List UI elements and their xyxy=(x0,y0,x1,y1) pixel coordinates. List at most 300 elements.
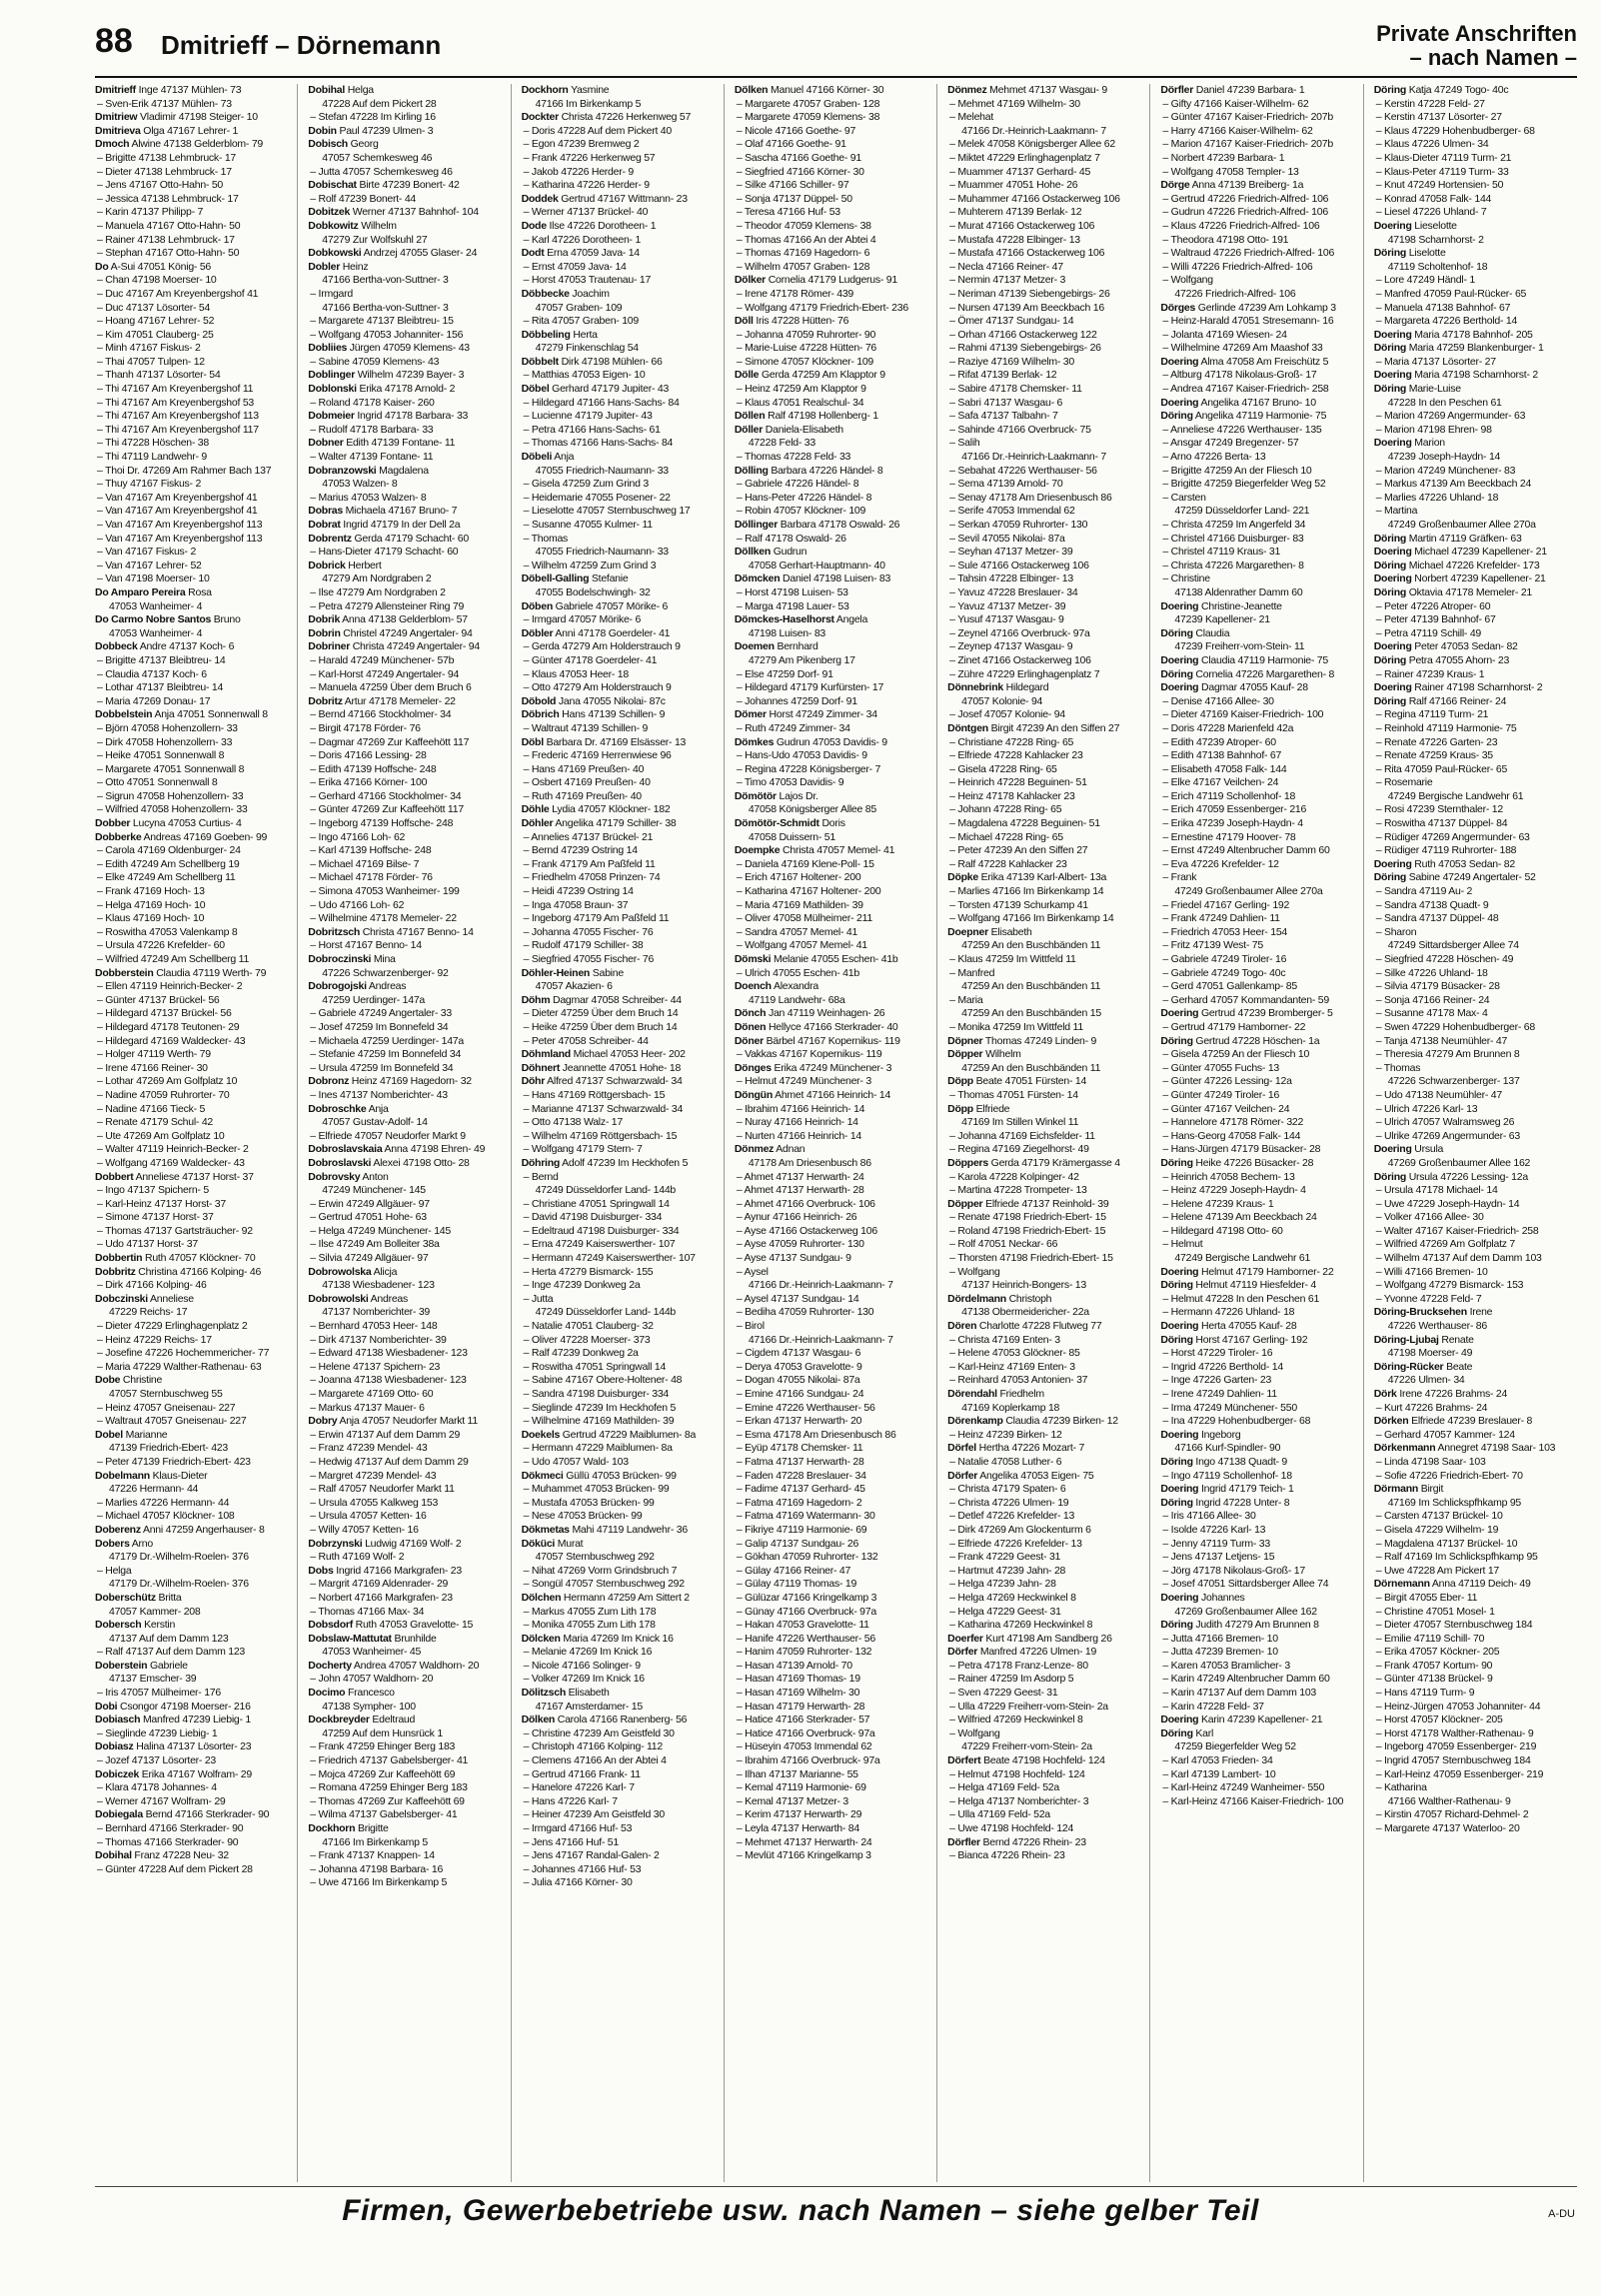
directory-entry xyxy=(308,926,506,940)
directory-entry xyxy=(522,1184,720,1198)
entry-details: Michael 47226 Krefelder- 173 xyxy=(1408,559,1540,572)
entry-surname: Döring xyxy=(1160,1496,1193,1509)
directory-entry xyxy=(947,640,1145,654)
directory-entry xyxy=(735,560,932,574)
directory-entry xyxy=(735,627,932,641)
directory-entry xyxy=(1160,1374,1358,1388)
entry-details: – Volker 47166 Allee- 30 xyxy=(1375,1211,1484,1224)
directory-entry xyxy=(308,1606,506,1620)
entry-details: Liselotte xyxy=(1408,247,1446,260)
directory-entry xyxy=(735,1633,932,1647)
entry-details: – Christa 47179 Spaten- 6 xyxy=(949,1483,1066,1496)
entry-details: Alexei 47198 Otto- 28 xyxy=(373,1156,470,1169)
entry-details: – Hildegard 47179 Kurfürsten- 17 xyxy=(736,681,884,694)
directory-entry xyxy=(522,1198,720,1212)
entry-details: – Galip 47137 Sundgau- 26 xyxy=(736,1537,859,1550)
entry-details: – Horst 47053 Trautenau- 17 xyxy=(523,274,652,287)
directory-entry xyxy=(947,505,1145,519)
entry-details: – Johann 47228 Ring- 65 xyxy=(949,803,1062,816)
entry-details: – Julia 47166 Körner- 30 xyxy=(523,1876,633,1889)
entry-details: – Ilse 47279 Am Nordgraben 2 xyxy=(310,585,446,598)
entry-details: – Gerhard 47057 Kammer- 124 xyxy=(1375,1428,1515,1441)
directory-entry xyxy=(1374,885,1573,899)
directory-entry xyxy=(1374,1143,1573,1157)
entry-details: 47053 Wanheimer- 4 xyxy=(109,626,203,639)
directory-entry xyxy=(308,1143,506,1157)
directory-entry xyxy=(735,899,932,913)
entry-details: – Leyla 47137 Herwarth- 84 xyxy=(736,1822,859,1834)
entry-details: Claudia 47119 Werth- 79 xyxy=(156,966,267,979)
directory-entry xyxy=(1374,1116,1573,1130)
entry-details: 47137 Heinrich-Bongers- 13 xyxy=(961,1279,1086,1292)
entry-details: – Christa 47226 Ulmen- 19 xyxy=(949,1496,1069,1509)
entry-surname: Doering xyxy=(1160,1483,1199,1496)
entry-surname: Dörnemann xyxy=(1373,1578,1430,1591)
entry-surname: Doberenz xyxy=(95,1523,141,1536)
directory-entry xyxy=(1374,1238,1573,1252)
directory-entry xyxy=(1374,302,1573,316)
directory-entry xyxy=(1160,247,1358,261)
directory-entry xyxy=(308,138,506,152)
entry-details: – Christine 47051 Mosel- 1 xyxy=(1375,1605,1495,1618)
directory-entry xyxy=(735,1836,932,1850)
entry-details: – Rainer 47259 Im Asdorp 5 xyxy=(949,1673,1074,1686)
entry-details: – Helene 47239 Kraus- 1 xyxy=(1162,1197,1274,1210)
entry-details: – Van 47167 Lehrer- 52 xyxy=(97,559,202,572)
directory-entry xyxy=(308,437,506,451)
entry-details: – Van 47167 Am Kreyenbergshof 113 xyxy=(97,532,263,545)
directory-entry xyxy=(1160,1361,1358,1375)
entry-details: – Elfriede 47226 Krefelder- 13 xyxy=(949,1537,1082,1550)
entry-details: Gerda 47179 Krämergasse 4 xyxy=(990,1156,1120,1169)
directory-entry xyxy=(95,1293,293,1307)
directory-entry xyxy=(947,1646,1145,1660)
entry-details: 47119 Scholtenhof- 18 xyxy=(1387,260,1488,273)
directory-entry xyxy=(735,1198,932,1212)
entry-details: – Norbert 47239 Barbara- 1 xyxy=(1162,151,1285,164)
entry-details: – Christine 47239 Am Geistfeld 30 xyxy=(523,1726,675,1739)
entry-details: – Gisela 47228 Ring- 65 xyxy=(949,762,1057,775)
directory-entry xyxy=(1160,492,1358,506)
entry-details: 47057 Kolonie- 94 xyxy=(961,694,1043,707)
entry-details: – Nurten 47166 Heinrich- 14 xyxy=(736,1129,862,1142)
directory-entry xyxy=(522,98,720,112)
directory-entry xyxy=(95,1143,293,1157)
directory-entry xyxy=(735,152,932,166)
entry-details: 47259 Uerdinger- 147a xyxy=(322,993,426,1006)
directory-entry xyxy=(1160,179,1358,193)
entry-details: – Reinhold 47119 Harmonie- 75 xyxy=(1375,721,1517,734)
entry-details: – Stefanie 47259 Im Bonnefeld 34 xyxy=(310,1048,462,1061)
entry-details: Anna 47138 Gelderblom- 57 xyxy=(342,613,468,626)
entry-details: – Otto 47051 Sonnenwall 8 xyxy=(97,776,218,789)
entry-details: – Petra 47166 Hans-Sachs- 61 xyxy=(523,423,661,436)
directory-entry xyxy=(735,803,932,817)
entry-details: Marie-Luise xyxy=(1408,383,1461,396)
entry-details: Ruth 47053 Gravelotte- 15 xyxy=(355,1619,474,1632)
entry-details: – Renate 47198 Friedrich-Ebert- 15 xyxy=(949,1211,1106,1224)
entry-surname: Dömckes-Haselhorst xyxy=(734,613,834,626)
entry-details: – Hildegard 47178 Teutonen- 29 xyxy=(97,1020,240,1033)
entry-details: Barbara 47178 Oswald- 26 xyxy=(780,519,900,531)
directory-entry xyxy=(735,708,932,722)
entry-details: – Wilhelm 47057 Graben- 128 xyxy=(736,260,870,273)
directory-entry xyxy=(308,1863,506,1877)
directory-entry xyxy=(308,749,506,763)
directory-entry xyxy=(308,247,506,261)
entry-details: – Peter 47226 Atroper- 60 xyxy=(1375,599,1491,612)
entry-details: Magdalena xyxy=(379,464,429,477)
entry-surname: Doering xyxy=(1373,546,1412,559)
directory-entry xyxy=(308,1592,506,1606)
directory-entry xyxy=(308,1035,506,1049)
entry-surname: Döring xyxy=(1373,532,1407,545)
entry-details: – Nihat 47269 Vorm Grindsbruch 7 xyxy=(523,1564,678,1577)
entry-surname: Dobritzsch xyxy=(308,925,361,938)
entry-details: – Hildegard 47198 Otto- 60 xyxy=(1162,1224,1283,1237)
directory-entry xyxy=(95,247,293,261)
directory-entry xyxy=(95,1130,293,1144)
directory-entry xyxy=(947,329,1145,343)
directory-entry xyxy=(1374,736,1573,750)
entry-details: – Ahmet 47137 Herwarth- 24 xyxy=(736,1170,864,1183)
directory-entry xyxy=(1160,1633,1358,1647)
directory-entry xyxy=(947,274,1145,288)
directory-entry xyxy=(308,1320,506,1334)
directory-entry xyxy=(95,776,293,790)
entry-details: – Otto 47279 Am Holderstrauch 9 xyxy=(523,681,672,694)
directory-entry xyxy=(735,1293,932,1307)
entry-details: 47169 Koplerkamp 18 xyxy=(961,1401,1060,1414)
entry-details: 47138 Aldenrather Damm 60 xyxy=(1174,585,1303,598)
entry-details: Inge 47137 Mühlen- 73 xyxy=(138,84,242,96)
entry-details: Yasmine xyxy=(571,84,610,96)
entry-details: Lieselotte xyxy=(1414,219,1457,232)
entry-surname: Dobiasch xyxy=(95,1714,141,1726)
entry-details: – Wilhelm 47137 Auf dem Damm 103 xyxy=(1375,1252,1542,1265)
entry-details: – Susanne 47055 Kulmer- 11 xyxy=(523,519,653,531)
directory-entry xyxy=(1374,342,1573,356)
entry-details: Gudrun xyxy=(773,546,807,559)
directory-entry xyxy=(1374,939,1573,953)
directory-entry xyxy=(522,1021,720,1035)
entry-details: Erika 47139 Karl-Albert- 13a xyxy=(980,871,1107,884)
entry-details: Maria 47198 Scharnhorst- 2 xyxy=(1414,369,1538,382)
directory-entry xyxy=(522,926,720,940)
directory-entry xyxy=(308,478,506,492)
directory-entry xyxy=(522,1714,720,1727)
entry-details: Melanie 47055 Eschen- 41b xyxy=(773,953,898,965)
entry-details: – Manuela 47138 Bahnhof- 67 xyxy=(1375,301,1511,314)
entry-details: – Martina xyxy=(1375,505,1418,518)
directory-entry xyxy=(735,1646,932,1660)
entry-details: – Regina 47228 Königsberger- 7 xyxy=(736,762,881,775)
directory-entry xyxy=(735,125,932,139)
entry-details: – Margret 47239 Mendel- 43 xyxy=(310,1469,437,1482)
directory-entry xyxy=(1374,1035,1573,1049)
entry-surname: Döhnert xyxy=(521,1061,561,1074)
directory-entry xyxy=(1160,329,1358,343)
entry-details: – Kerstin 47137 Lösorter- 27 xyxy=(1375,111,1502,124)
directory-entry xyxy=(308,111,506,125)
directory-entry xyxy=(308,1524,506,1538)
directory-entry xyxy=(522,1252,720,1266)
directory-entry xyxy=(95,1565,293,1579)
entry-details: – Marlies 47166 Im Birkenkamp 14 xyxy=(949,885,1104,898)
entry-details: – Van 47167 Am Kreyenbergshof 41 xyxy=(97,505,258,518)
entry-details: – Gerhard 47057 Kommandanten- 59 xyxy=(1162,993,1329,1006)
entry-details: – Thomas xyxy=(523,532,569,545)
directory-entry xyxy=(947,1320,1145,1334)
entry-details: – Sandra 47057 Memel- 41 xyxy=(736,925,858,938)
entry-details: – Margrit 47169 Aldenrader- 29 xyxy=(310,1578,449,1591)
entry-details: 47058 Gerhart-Hauptmann- 40 xyxy=(748,559,885,572)
directory-entry xyxy=(735,817,932,831)
directory-entry xyxy=(308,1876,506,1890)
entry-details: – Thomas 47166 Hans-Sachs- 84 xyxy=(523,437,674,450)
directory-entry xyxy=(1374,1483,1573,1497)
entry-details: – Michael 47228 Ring- 65 xyxy=(949,830,1063,843)
directory-entry xyxy=(947,885,1145,899)
entry-details: Jan 47119 Weinhagen- 26 xyxy=(768,1007,885,1020)
entry-details: – Joanna 47138 Wiesbadener- 123 xyxy=(310,1374,467,1387)
entry-details: – Renate 47259 Kraus- 35 xyxy=(1375,749,1493,762)
directory-entry xyxy=(735,1021,932,1035)
directory-entry xyxy=(308,533,506,547)
entry-details: Heinz xyxy=(342,260,369,273)
directory-entry xyxy=(735,953,932,967)
entry-details: – Thi 47167 Am Kreyenbergshof 113 xyxy=(97,410,259,423)
entry-details: 47167 Amsterdamer- 15 xyxy=(535,1700,643,1713)
entry-details: 47259 Auf dem Hunsrück 1 xyxy=(322,1726,443,1739)
entry-details: – Van 47167 Am Kreyenbergshof 41 xyxy=(97,491,258,504)
entry-surname: Döring xyxy=(1160,626,1193,639)
directory-entry xyxy=(947,1538,1145,1552)
directory-entry xyxy=(735,288,932,302)
entry-details: – Silvia 47249 Allgäuer- 97 xyxy=(310,1252,429,1265)
entry-details: – Ursula 47178 Michael- 14 xyxy=(1375,1184,1498,1197)
directory-entry xyxy=(308,315,506,329)
directory-entry xyxy=(308,1754,506,1768)
entry-details: – Horst 47167 Benno- 14 xyxy=(310,939,422,952)
entry-details: – Roswitha 47051 Springwall 14 xyxy=(523,1360,667,1373)
entry-details: Helga xyxy=(347,84,374,96)
directory-entry xyxy=(735,1701,932,1715)
entry-details: – Regina 47119 Turm- 21 xyxy=(1375,708,1489,721)
directory-entry xyxy=(1160,1673,1358,1687)
entry-details: – Roland 47198 Friedrich-Ebert- 15 xyxy=(949,1224,1106,1237)
directory-entry xyxy=(735,1497,932,1511)
entry-details: – Siegfried 47055 Fischer- 76 xyxy=(523,953,655,965)
directory-entry xyxy=(522,912,720,926)
directory-entry xyxy=(947,844,1145,858)
directory-entry xyxy=(1160,1701,1358,1715)
entry-details: – Karl-Heinz 47249 Wanheimer- 550 xyxy=(1162,1781,1325,1794)
directory-entry xyxy=(522,1320,720,1334)
entry-details: A-Sui 47051 König- 56 xyxy=(110,260,211,273)
entry-details: Alexandra xyxy=(773,980,818,993)
entry-details: – Ilse 47249 Am Bolleiter 38a xyxy=(310,1238,440,1251)
entry-details: – Katharina 47226 Herder- 9 xyxy=(523,179,650,192)
entry-details: Herbert xyxy=(348,559,382,572)
directory-entry xyxy=(308,1021,506,1035)
entry-details: – Waltraud 47226 Friedrich-Alfred- 106 xyxy=(1162,247,1335,260)
entry-details: – Hildegard 47166 Hans-Sachs- 84 xyxy=(523,396,680,409)
directory-entry xyxy=(1160,1687,1358,1701)
directory-entry xyxy=(522,1035,720,1049)
entry-surname: Döbold xyxy=(521,694,557,707)
directory-entry xyxy=(95,1184,293,1198)
directory-entry xyxy=(947,831,1145,845)
entry-details: – Kemal 47119 Harmonie- 69 xyxy=(736,1781,866,1794)
entry-details: – Peter 47139 Bahnhof- 67 xyxy=(1375,613,1496,626)
entry-details: – Serife 47053 Immendal 62 xyxy=(949,505,1075,518)
entry-details: Christina 47166 Kolping- 46 xyxy=(138,1265,262,1278)
entry-details: – Gülüzar 47166 Kringelkamp 3 xyxy=(736,1591,877,1604)
directory-entry xyxy=(1374,1551,1573,1565)
entry-details: 47259 An den Buschbänden 11 xyxy=(961,939,1101,952)
directory-entry xyxy=(947,1768,1145,1782)
directory-entry xyxy=(308,152,506,166)
directory-entry xyxy=(522,1808,720,1822)
directory-entry xyxy=(1374,708,1573,722)
entry-details: 47053 Walzen- 8 xyxy=(322,478,398,491)
directory-entry xyxy=(308,573,506,586)
directory-entry xyxy=(522,1211,720,1225)
directory-entry xyxy=(308,763,506,777)
entry-details: 47249 Düsseldorfer Land- 144b xyxy=(535,1184,676,1197)
entry-details: – Hüseyin 47053 Immendal 62 xyxy=(736,1740,872,1753)
directory-entry xyxy=(735,640,932,654)
entry-details: – Helene 47139 Am Beeckbach 24 xyxy=(1162,1211,1317,1224)
directory-entry xyxy=(95,1334,293,1348)
entry-details: – Rolf 47051 Neckar- 66 xyxy=(949,1238,1058,1251)
directory-entry xyxy=(522,1633,720,1647)
directory-entry xyxy=(947,586,1145,600)
directory-entry xyxy=(1160,138,1358,152)
entry-details: Karin 47239 Kapellener- 21 xyxy=(1201,1714,1323,1726)
directory-entry xyxy=(522,654,720,668)
entry-surname: Doering xyxy=(1373,681,1412,694)
directory-entry xyxy=(1374,261,1573,275)
entry-details: – Lore 47249 Händl- 1 xyxy=(1375,274,1475,287)
entry-details: – Mehmet 47169 Wilhelm- 30 xyxy=(949,97,1080,110)
entry-details: – Günter 47228 Auf dem Pickert 28 xyxy=(97,1862,253,1875)
directory-entry xyxy=(308,1551,506,1565)
entry-surname: Docherty xyxy=(308,1659,352,1672)
entry-details: – Roswitha 47137 Düppel- 84 xyxy=(1375,817,1508,830)
entry-surname: Dobberke xyxy=(95,830,142,843)
entry-details: Christa 47167 Benno- 14 xyxy=(362,925,474,938)
directory-entry xyxy=(308,980,506,994)
directory-entry xyxy=(522,261,720,275)
entry-details: – Jessica 47138 Lehmbruck- 17 xyxy=(97,192,239,205)
directory-entry xyxy=(947,424,1145,438)
directory-entry xyxy=(1160,1388,1358,1402)
entry-details: – Walter 47139 Fontane- 11 xyxy=(310,451,434,464)
entry-details: Brunhilde xyxy=(394,1632,437,1645)
directory-entry xyxy=(308,519,506,533)
directory-entry xyxy=(1374,84,1573,98)
entry-surname: Döhmland xyxy=(521,1048,571,1061)
directory-entry xyxy=(522,329,720,343)
directory-entry xyxy=(522,1171,720,1185)
directory-entry xyxy=(947,1660,1145,1674)
directory-entry xyxy=(1160,465,1358,479)
entry-details: – Fikriye 47119 Harmonie- 69 xyxy=(736,1523,867,1536)
directory-entry xyxy=(308,654,506,668)
directory-entry xyxy=(735,1565,932,1579)
directory-entry xyxy=(1160,1470,1358,1484)
directory-entry xyxy=(1160,1415,1358,1429)
entry-details: Andrzej 47055 Glaser- 24 xyxy=(363,247,478,260)
entry-details: – Fatma 47137 Herwarth- 28 xyxy=(736,1455,864,1468)
entry-details: – Erna 47249 Kaiserswerther- 107 xyxy=(523,1238,676,1251)
directory-entry xyxy=(1160,1429,1358,1443)
directory-entry xyxy=(735,776,932,790)
directory-entry xyxy=(1374,1781,1573,1795)
page-number: 88 xyxy=(95,22,133,60)
directory-entry xyxy=(735,505,932,519)
entry-details: – Irma 47249 Münchener- 550 xyxy=(1162,1401,1297,1414)
directory-entry xyxy=(1160,640,1358,654)
directory-entry xyxy=(308,179,506,193)
directory-entry xyxy=(95,573,293,586)
directory-entry xyxy=(735,1238,932,1252)
entry-details: – Else 47259 Dorf- 91 xyxy=(736,667,833,680)
directory-entry xyxy=(1160,288,1358,302)
entry-details: – Ulrike 47269 Angermunder- 63 xyxy=(1375,1129,1520,1142)
directory-entry xyxy=(947,410,1145,424)
directory-entry xyxy=(522,831,720,845)
entry-details: – Frank 47259 Ehinger Berg 183 xyxy=(310,1740,456,1753)
directory-entry xyxy=(95,1007,293,1021)
entry-surname: Döppers xyxy=(947,1156,988,1169)
entry-surname: Döner xyxy=(734,1034,764,1047)
directory-entry xyxy=(947,1171,1145,1185)
entry-details: Charlotte 47228 Flutweg 77 xyxy=(978,1320,1102,1333)
directory-entry xyxy=(95,1266,293,1280)
directory-entry xyxy=(308,302,506,316)
directory-entry xyxy=(947,1633,1145,1647)
entry-details: – Ralf 47057 Neudorfer Markt 11 xyxy=(310,1483,455,1496)
directory-entry xyxy=(1374,505,1573,519)
directory-entry xyxy=(522,1646,720,1660)
entry-details: – Ursula 47057 Ketten- 16 xyxy=(310,1510,427,1523)
entry-details: Alma 47058 Am Freischütz 5 xyxy=(1200,355,1329,368)
entry-details: Dagmar 47058 Schreiber- 44 xyxy=(552,993,682,1006)
entry-surname: Dobrowolska xyxy=(308,1265,372,1278)
directory-entry xyxy=(95,885,293,899)
entry-details: – Gudrun 47226 Friedrich-Alfred- 106 xyxy=(1162,206,1328,219)
entry-details: Ahmet 47166 Heinrich- 14 xyxy=(775,1088,891,1101)
entry-details: Jana 47055 Nikolai- 87c xyxy=(558,694,666,707)
entry-details: – Manuela 47259 Über dem Bruch 6 xyxy=(310,681,472,694)
entry-details: – Margareta 47226 Berthold- 14 xyxy=(1375,315,1518,328)
entry-surname: Dönges xyxy=(734,1061,772,1074)
entry-surname: Dobriner xyxy=(308,640,351,653)
directory-entry xyxy=(947,1143,1145,1157)
entry-surname: Doering xyxy=(1160,396,1199,409)
entry-details: – Torsten 47139 Schurkamp 41 xyxy=(949,898,1088,911)
directory-entry xyxy=(95,315,293,329)
directory-entry xyxy=(522,586,720,600)
directory-entry xyxy=(947,560,1145,574)
directory-entry xyxy=(522,573,720,586)
entry-details: – Gifty 47166 Kaiser-Wilhelm- 62 xyxy=(1162,97,1309,110)
entry-details: – Lieselotte 47057 Sternbuschweg 17 xyxy=(523,505,691,518)
entry-details: Werner 47137 Bahnhof- 104 xyxy=(352,206,479,219)
